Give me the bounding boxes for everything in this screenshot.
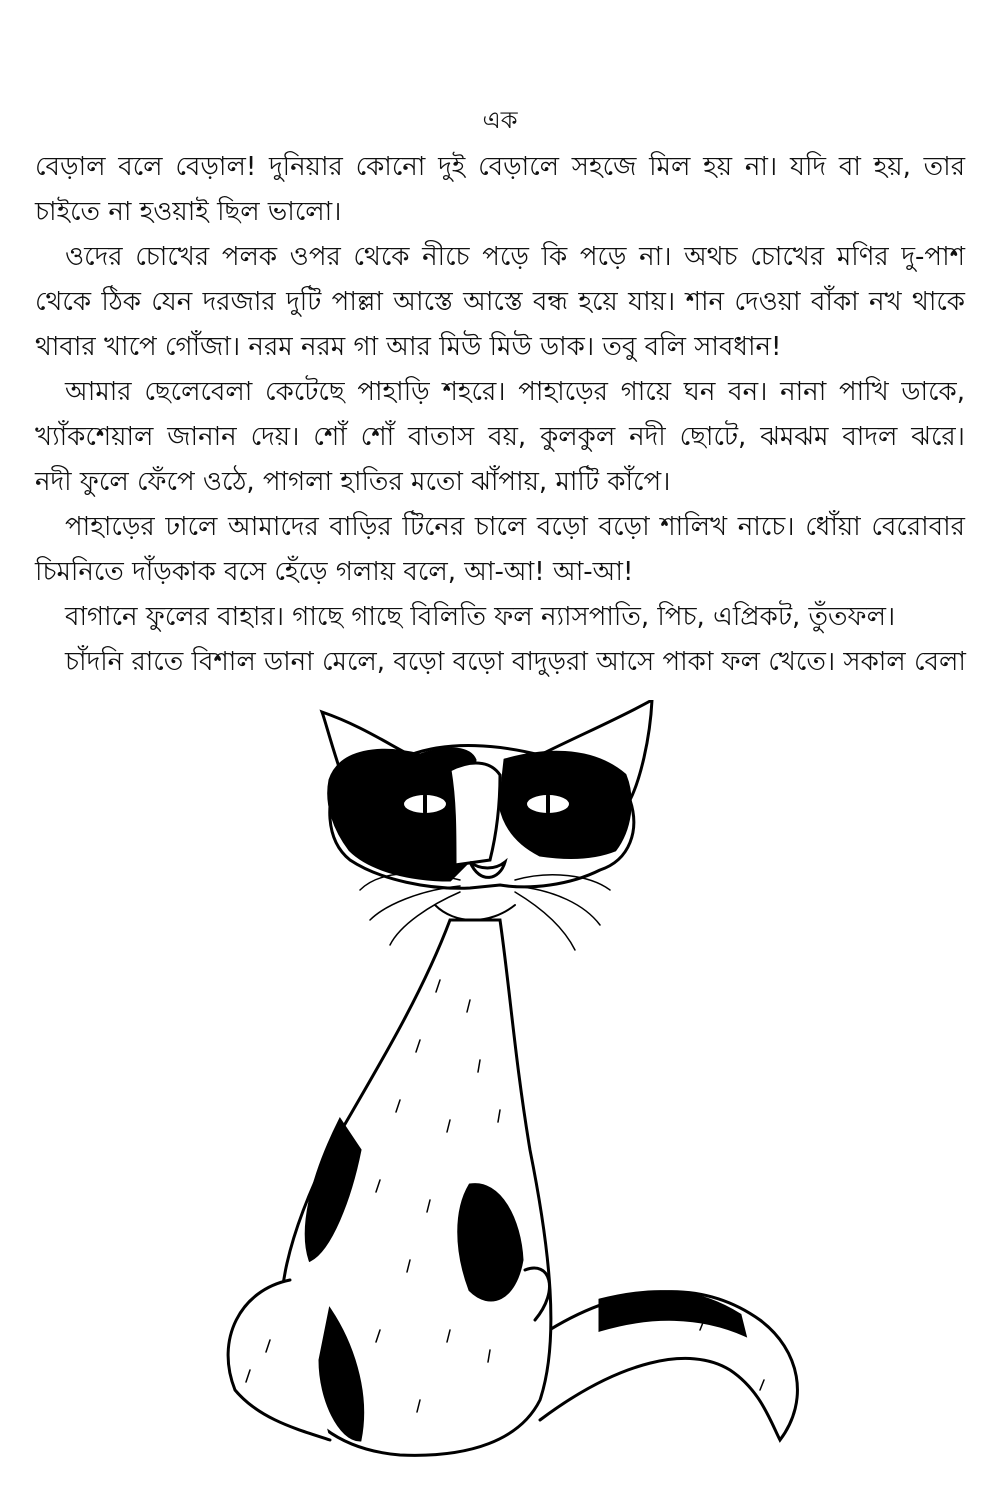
text-line: পাহাড়ের ঢালে আমাদের বাড়ির টিনের চালে বড়ো বড়ো শালিখ নাচে। ধোঁয়া বেরোবার	[65, 512, 965, 542]
text-line: বেড়াল বলে বেড়াল! দুনিয়ার কোনো দুই বেড়ালে সহজে মিল হয় না। যদি বা হয়, তার	[35, 152, 965, 182]
text-line: চিমনিতে দাঁড়কাক বসে হেঁড়ে গলায় বলে, আ-আ! আ-আ!	[35, 557, 634, 587]
text-line: থাবার খাপে গোঁজা। নরম নরম গা আর মিউ মিউ ডাক। তবু বলি সাবধান!	[35, 332, 782, 362]
text-line: বাগানে ফুলের বাহার। গাছে গাছে বিলিতি ফল ন্যাসপাতি, পিচ, এপ্রিকট, তুঁতফল।	[65, 602, 896, 632]
text-line: থেকে ঠিক যেন দরজার দুটি পাল্লা আস্তে আস্তে বন্ধ হয়ে যায়। শান দেওয়া বাঁকা নখ থাকে	[35, 287, 965, 317]
text-line: চাইতে না হওয়াই ছিল ভালো।	[35, 197, 342, 227]
text-line: ওদের চোখের পলক ওপর থেকে নীচে পড়ে কি পড়ে না। অথচ চোখের মণির দু-পাশ	[65, 242, 965, 272]
text-line: আমার ছেলেবেলা কেটেছে পাহাড়ি শহরে। পাহাড়ের গায়ে ঘন বন। নানা পাখি ডাকে,	[65, 377, 965, 407]
cat-illustration	[200, 700, 820, 1480]
chapter-heading: এক	[482, 106, 518, 134]
text-line: চাঁদনি রাতে বিশাল ডানা মেলে, বড়ো বড়ো বাদুড়রা আসে পাকা ফল খেতে। সকাল বেলা	[65, 647, 966, 677]
text-line: খ্যাঁকশেয়াল জানান দেয়। শোঁ শোঁ বাতাস বয়, কুলকুল নদী ছোটে, ঝমঝম বাদল ঝরে।	[35, 422, 965, 452]
text-line: নদী ফুলে ফেঁপে ওঠে, পাগলা হাতির মতো ঝাঁপায়, মাটি কাঁপে।	[35, 467, 671, 497]
